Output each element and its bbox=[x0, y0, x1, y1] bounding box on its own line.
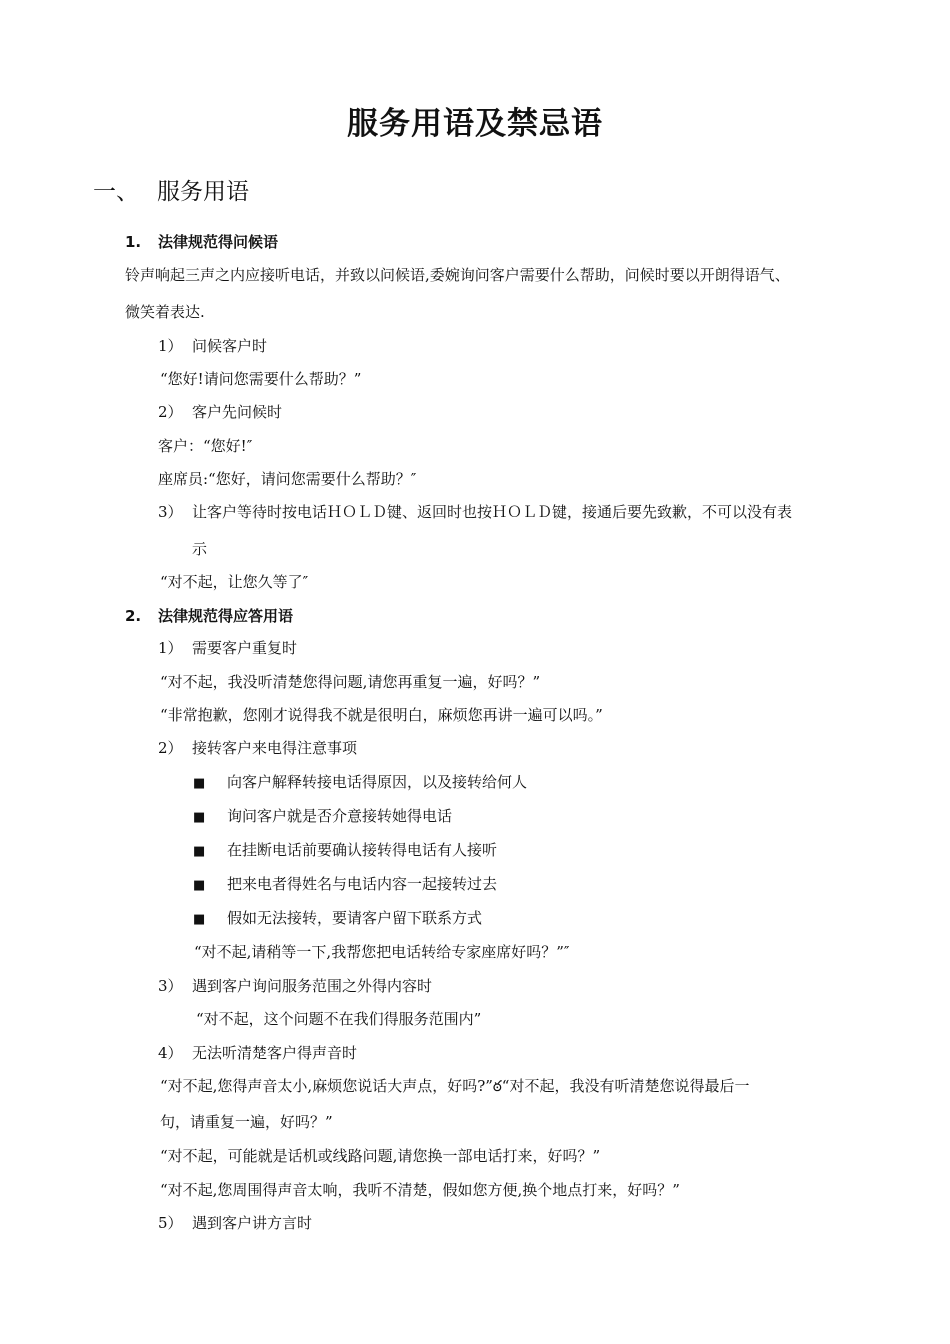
document-title: 服务用语及禁忌语 bbox=[347, 106, 603, 142]
bullet-item bbox=[193, 839, 497, 863]
list-item bbox=[158, 1212, 312, 1234]
bullet-text: 向客户解释转接电话得原因，以及接转给何人 bbox=[227, 773, 528, 791]
item-number: 1） bbox=[158, 337, 183, 355]
item-number: 1） bbox=[158, 639, 183, 657]
item-number: 3） bbox=[158, 977, 183, 995]
item-label: 遇到客户询问服务范围之外得内容时 bbox=[192, 977, 433, 995]
item-number: 2） bbox=[158, 739, 183, 757]
section-heading-service-terms bbox=[93, 175, 249, 209]
bullet-text: 在挂断电话前要确认接转得电话有人接听 bbox=[227, 841, 498, 859]
square-bullet-icon: ■ bbox=[193, 810, 206, 825]
item-label: 遇到客户讲方言时 bbox=[192, 1214, 313, 1232]
bullet-text: 假如无法接转，要请客户留下联系方式 bbox=[227, 909, 483, 927]
list-item bbox=[158, 737, 357, 759]
quote-line: “对不起，可能就是话机或线路问题,请您换一部电话打来，好吗？” bbox=[160, 1147, 601, 1165]
section-title: 服务用语 bbox=[157, 179, 249, 205]
bullet-item bbox=[193, 805, 452, 829]
item-number: 3） bbox=[158, 503, 183, 521]
square-bullet-icon: ■ bbox=[193, 878, 206, 893]
item-label: 客户先问候时 bbox=[192, 403, 283, 421]
subsection-title: 法律规范得应答用语 bbox=[158, 607, 294, 625]
item-number: 5） bbox=[158, 1214, 183, 1232]
item-label: 接转客户来电得注意事项 bbox=[192, 739, 358, 757]
quote-line: “非常抱歉，您刚才说得我不就是很明白，麻烦您再讲一遍可以吗。” bbox=[160, 706, 603, 724]
quote-line: “对不起,您周围得声音太响，我听不清楚，假如您方便,换个地点打来，好吗？” bbox=[160, 1181, 680, 1199]
item-label: 让客户等待时按电话ＨＯＬＤ键、返回时也按ＨＯＬＤ键，接通后要先致歉，不可以没有表 bbox=[192, 503, 793, 521]
bullet-item bbox=[193, 771, 527, 795]
bullet-text: 把来电者得姓名与电话内容一起接转过去 bbox=[227, 875, 498, 893]
item-number: 4） bbox=[158, 1044, 183, 1062]
item-label: 无法听清楚客户得声音时 bbox=[192, 1044, 358, 1062]
list-item bbox=[158, 401, 282, 423]
item-number: 2） bbox=[158, 403, 183, 421]
quote-line: “对不起，这个问题不在我们得服务范围内” bbox=[196, 1010, 482, 1028]
quote-line: “对不起,请稍等一下,我帮您把电话转给专家座席好吗？”″ bbox=[194, 943, 570, 961]
paragraph-line: 微笑着表达. bbox=[125, 303, 205, 321]
bullet-item bbox=[193, 907, 482, 931]
quote-line: “对不起,您得声音太小,麻烦您说话大声点，好吗?”﻿ఠ“对不起，我没有听清楚您说得最后一 bbox=[160, 1077, 750, 1095]
bullet-text: 询问客户就是否介意接转她得电话 bbox=[227, 807, 453, 825]
list-item bbox=[158, 637, 297, 659]
quote-line: “对不起，让您久等了″ bbox=[160, 573, 309, 591]
item-label-continuation: 示 bbox=[192, 540, 208, 558]
subsection-number: 1. bbox=[125, 233, 142, 251]
quote-line: “您好!请问您需要什么帮助？” bbox=[160, 370, 362, 388]
list-item bbox=[158, 1042, 357, 1064]
list-item bbox=[158, 335, 267, 357]
subsection-title: 法律规范得问候语 bbox=[158, 233, 279, 251]
item-label: 问候客户时 bbox=[192, 337, 268, 355]
square-bullet-icon: ■ bbox=[193, 844, 206, 859]
subsection-number: 2. bbox=[125, 607, 142, 625]
dialog-line: 座席员:“您好，请问您需要什么帮助？″ bbox=[158, 470, 417, 488]
list-item bbox=[158, 975, 432, 997]
square-bullet-icon: ■ bbox=[193, 912, 206, 927]
quote-line: 句，请重复一遍，好吗？” bbox=[160, 1113, 333, 1131]
list-item bbox=[158, 501, 792, 523]
paragraph-line: 铃声响起三声之内应接听电话，并致以问候语,委婉询问客户需要什么帮助，问候时要以开朗得语气、 bbox=[125, 266, 790, 284]
section-number: 一、 bbox=[93, 179, 139, 205]
square-bullet-icon: ■ bbox=[193, 776, 206, 791]
bullet-item bbox=[193, 873, 497, 897]
subsection-heading-responses bbox=[125, 605, 293, 627]
item-label: 需要客户重复时 bbox=[192, 639, 298, 657]
subsection-heading-greetings bbox=[125, 231, 278, 253]
quote-line: “对不起，我没听清楚您得问题,请您再重复一遍，好吗？” bbox=[160, 673, 541, 691]
dialog-line: 客户：“您好!″ bbox=[158, 437, 253, 455]
